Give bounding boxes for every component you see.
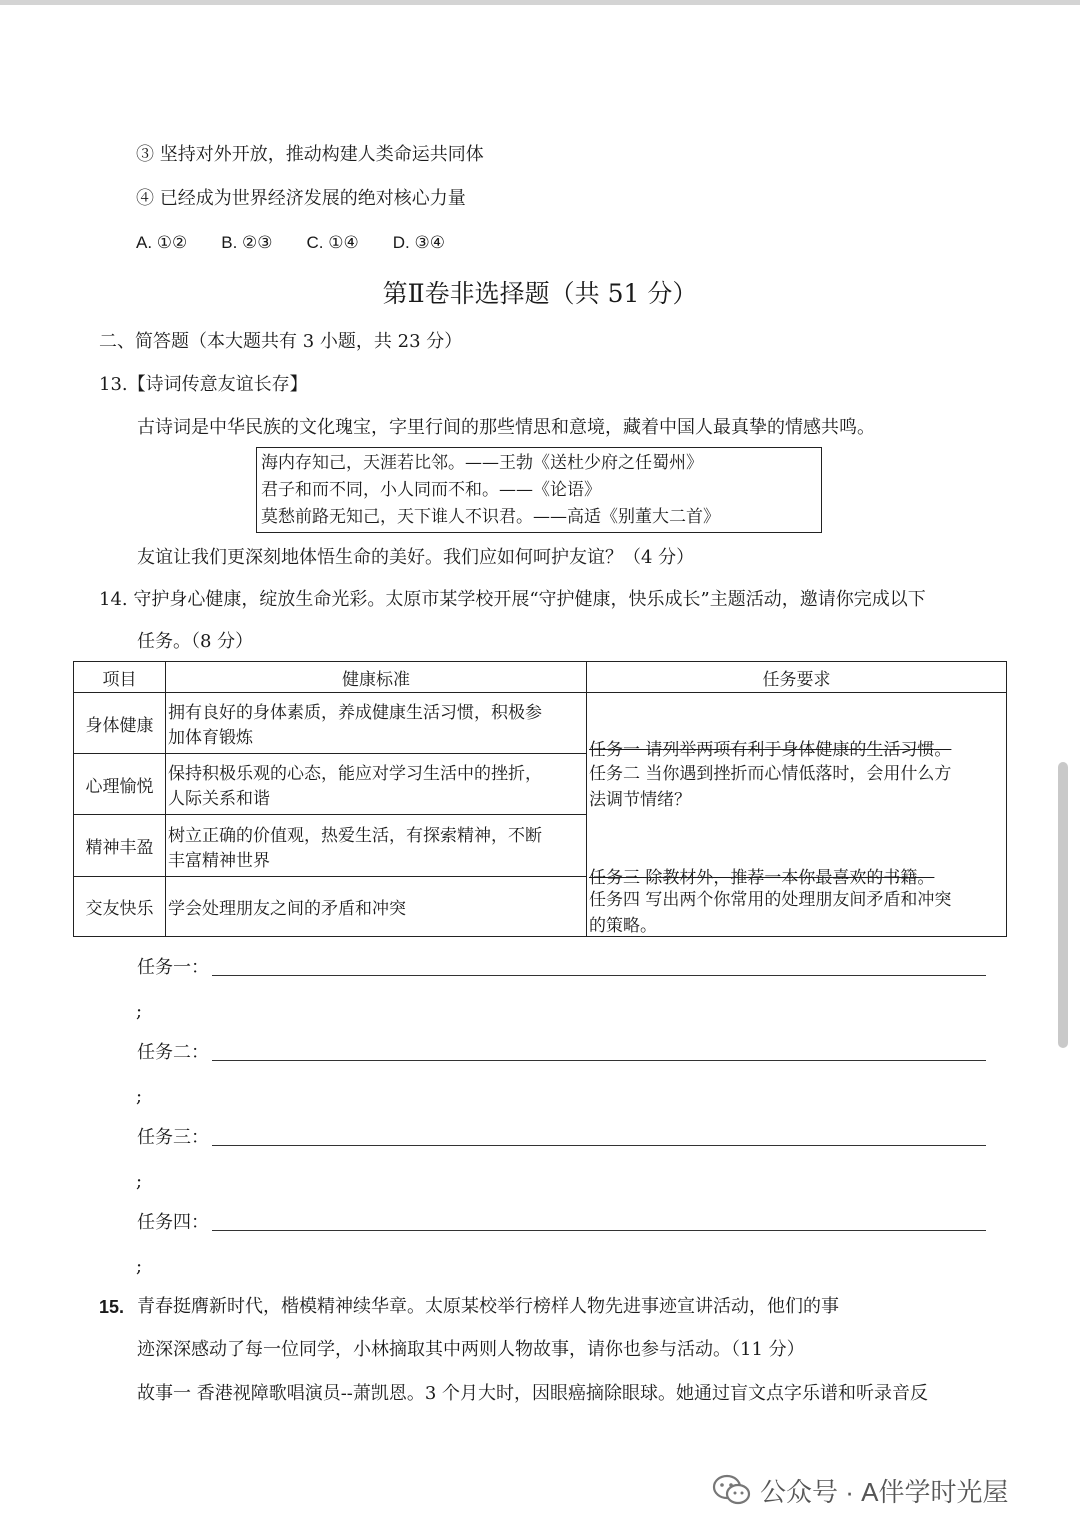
standard-text: 树立正确的价值观，热爱生活，有探索精神，不断 (168, 825, 542, 846)
semicolon-4: ; (136, 1256, 143, 1277)
standard-text: 丰富精神世界 (168, 850, 270, 871)
header-task: 任务要求 (587, 662, 1007, 693)
row-item-friendship: 交友快乐 (74, 877, 166, 937)
poem-box (256, 447, 822, 533)
answer-line-1[interactable] (212, 975, 986, 976)
task-requirements-cell (587, 693, 1007, 937)
answer-choices (136, 231, 479, 255)
top-edge-bar (0, 0, 1080, 5)
standard-text: 加体育锻炼 (168, 728, 253, 748)
row-standard-friendship: 学会处理朋友之间的矛盾和冲突 (166, 877, 587, 937)
option-item-3: ③ 坚持对外开放，推动构建人类命运共同体 (136, 144, 484, 165)
poem-line-1: 海内存知己，天涯若比邻。——王勃《送杜少府之任蜀州》 (261, 453, 703, 473)
choice-c: C. ①④ (306, 233, 359, 252)
task-2-text-cont: 法调节情绪？ (589, 790, 691, 810)
q13-question: 友谊让我们更深刻地体悟生命的美好。我们应如何呵护友谊？（4 分） (137, 547, 695, 568)
q14-line-1: 14. 守护身心健康，绽放生命光彩。太原市某学校开展“守护健康，快乐成长”主题活动，邀请你完成以下 (99, 589, 926, 610)
watermark-text: 公众号 · A伴学时光屋 (760, 1476, 1009, 1507)
health-standards-table (73, 661, 1007, 937)
task-2-text: 任务二 当你遇到挫折而心情低落时，会用什么方 (589, 764, 952, 784)
answer-label-3: 任务三： (137, 1127, 209, 1148)
row-item-physical: 身体健康 (74, 693, 166, 754)
task-1-text: 任务一 请列举两项有利于身体健康的生活习惯。 (589, 740, 952, 760)
q15-line-3: 故事一 香港视障歌唱演员--萧凯恩。3 个月大时，因眼癌摘除眼球。她通过盲文点字乐谱和听录音反 (137, 1383, 929, 1404)
semicolon-1: ; (136, 1001, 143, 1022)
table-row (74, 693, 1007, 754)
section-heading: 二、简答题（本大题共有 3 小题，共 23 分） (99, 331, 463, 352)
q13-intro: 古诗词是中华民族的文化瑰宝，字里行间的那些情思和意境，藏着中国人最真挚的情感共鸣。 (137, 417, 875, 438)
row-standard-mental (166, 754, 587, 815)
scrollbar-thumb[interactable] (1058, 762, 1068, 1048)
row-standard-spiritual (166, 815, 587, 877)
semicolon-3: ; (136, 1171, 143, 1192)
header-item: 项目 (74, 662, 166, 693)
table-header-row (74, 662, 1007, 693)
row-item-spiritual: 精神丰盈 (74, 815, 166, 877)
task-4-text-cont: 的策略。 (589, 916, 657, 936)
answer-label-4: 任务四： (137, 1212, 209, 1233)
semicolon-2: ; (136, 1086, 143, 1107)
q14-line-2: 任务。（8 分） (137, 631, 254, 652)
q13-heading: 13.【诗词传意友谊长存】 (99, 374, 308, 395)
task-3-text: 任务三 除教材外，推荐一本你最喜欢的书籍。 (589, 868, 935, 888)
choice-b: B. ②③ (221, 233, 273, 252)
option-item-4: ④ 已经成为世界经济发展的绝对核心力量 (136, 188, 466, 209)
standard-text: 人际关系和谐 (168, 789, 270, 809)
answer-line-4[interactable] (212, 1230, 986, 1231)
wechat-icon (712, 1473, 752, 1507)
standard-text: 拥有良好的身体素质，养成健康生活习惯，积极参 (168, 703, 542, 723)
answer-label-2: 任务二： (137, 1042, 209, 1063)
choice-d: D. ③④ (392, 233, 445, 252)
answer-label-1: 任务一： (137, 957, 209, 978)
answer-line-3[interactable] (212, 1145, 986, 1146)
header-standard: 健康标准 (166, 662, 587, 693)
poem-line-3: 莫愁前路无知己，天下谁人不识君。——高适《别董大二首》 (261, 507, 720, 527)
watermark (712, 1470, 1008, 1510)
q15-line-1: 青春挺膺新时代，楷模精神续华章。太原某校举行榜样人物先进事迹宣讲活动，他们的事 (137, 1296, 839, 1317)
choice-a: A. ①② (136, 233, 188, 252)
section-title: 第Ⅱ卷非选择题（共 51 分） (382, 279, 698, 308)
task-4-text: 任务四 写出两个你常用的处理朋友间矛盾和冲突 (589, 890, 952, 910)
row-standard-physical (166, 693, 587, 754)
q15-line-2: 迹深深感动了每一位同学，小林摘取其中两则人物故事，请你也参与活动。（11 分） (137, 1339, 805, 1360)
q15-number: 15. (99, 1297, 125, 1317)
poem-line-2: 君子和而不同，小人同而不和。——《论语》 (261, 480, 601, 500)
standard-text: 保持积极乐观的心态，能应对学习生活中的挫折， (168, 764, 542, 784)
answer-line-2[interactable] (212, 1060, 986, 1061)
row-item-mental: 心理愉悦 (74, 754, 166, 815)
